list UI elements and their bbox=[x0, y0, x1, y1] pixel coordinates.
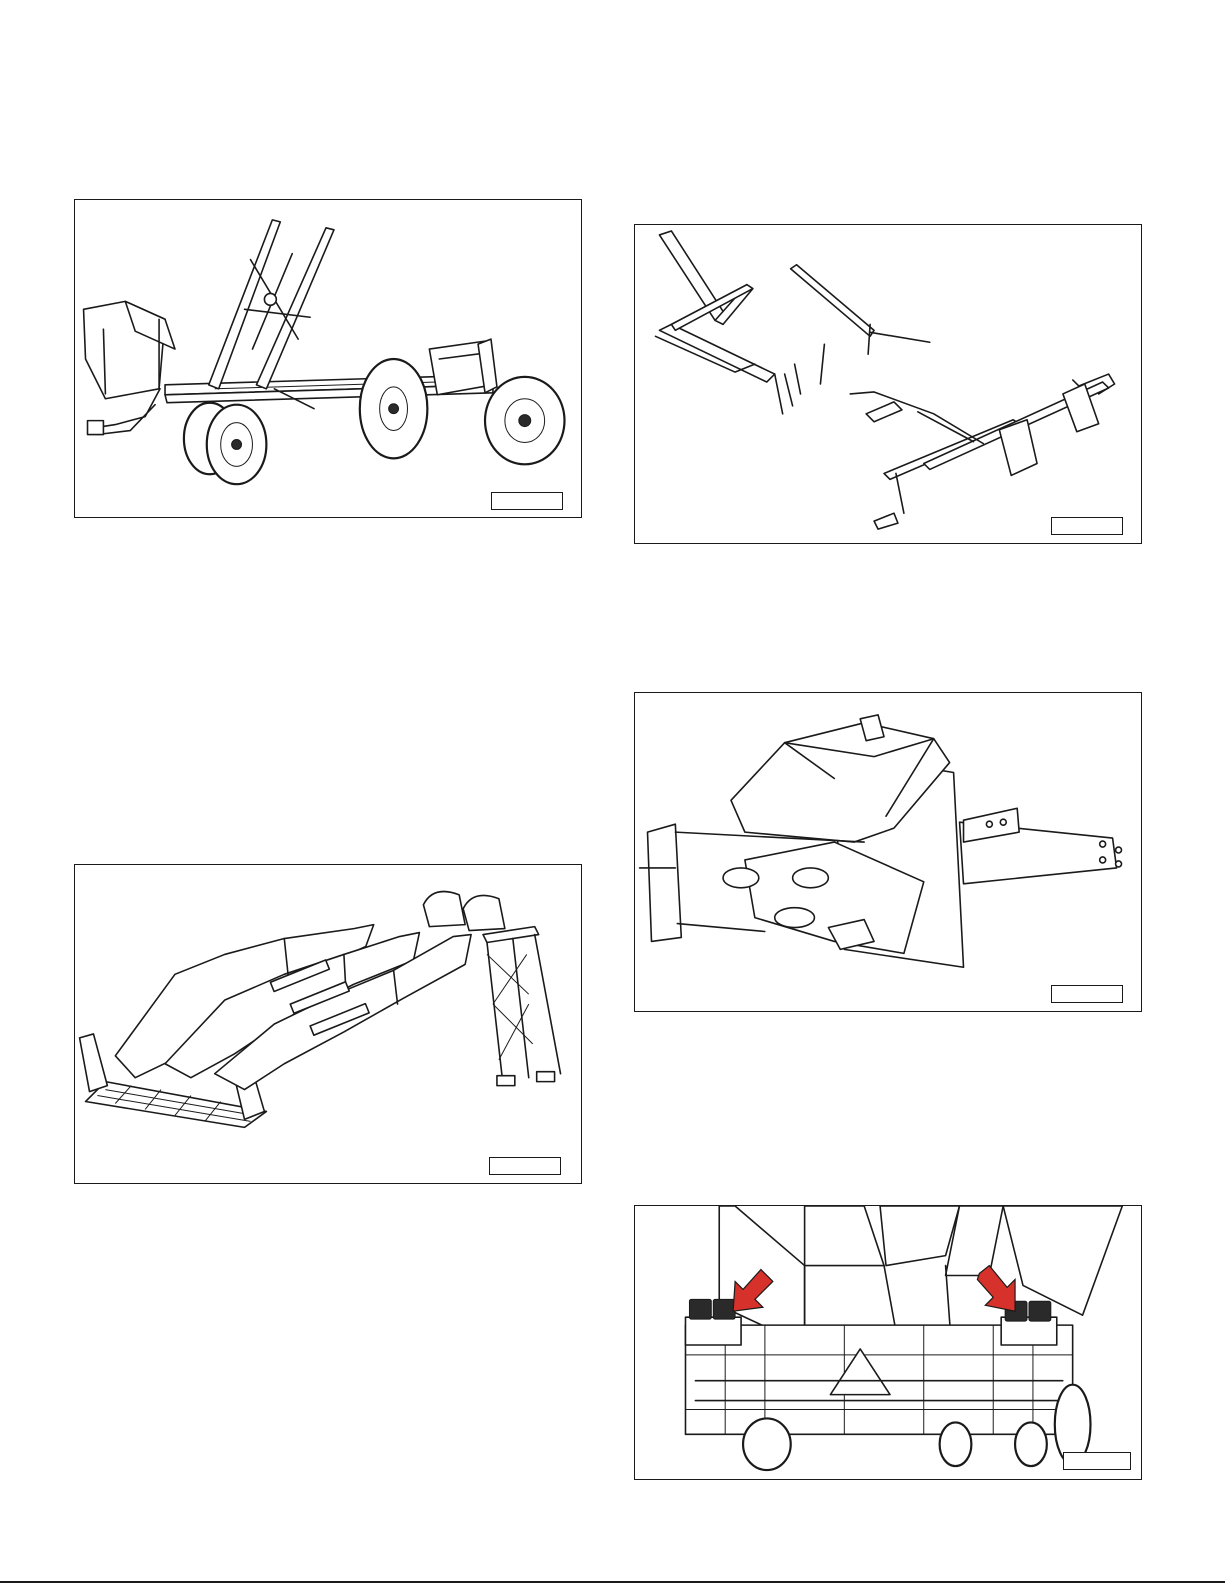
figure-label-box bbox=[491, 492, 563, 510]
right-light-arrow bbox=[977, 1266, 1015, 1312]
figure-frame-components bbox=[634, 224, 1142, 544]
figure-label-box bbox=[489, 1157, 561, 1175]
figure-label-box bbox=[1051, 517, 1123, 535]
frame-components-illustration bbox=[635, 225, 1141, 543]
figure-hopper-chutes bbox=[74, 864, 582, 1184]
page-bottom-rule bbox=[0, 1581, 1225, 1583]
figure-label-box bbox=[1063, 1452, 1131, 1470]
figure-trailer-frame bbox=[74, 199, 582, 518]
figure-front-hopper bbox=[634, 692, 1142, 1012]
figure-rear-lights bbox=[634, 1205, 1142, 1480]
figure-label-box bbox=[1051, 985, 1123, 1003]
front-hopper-illustration bbox=[635, 693, 1141, 1011]
trailer-frame-illustration bbox=[75, 200, 581, 517]
hopper-chutes-illustration bbox=[75, 865, 581, 1183]
rear-lights-illustration bbox=[635, 1206, 1141, 1479]
